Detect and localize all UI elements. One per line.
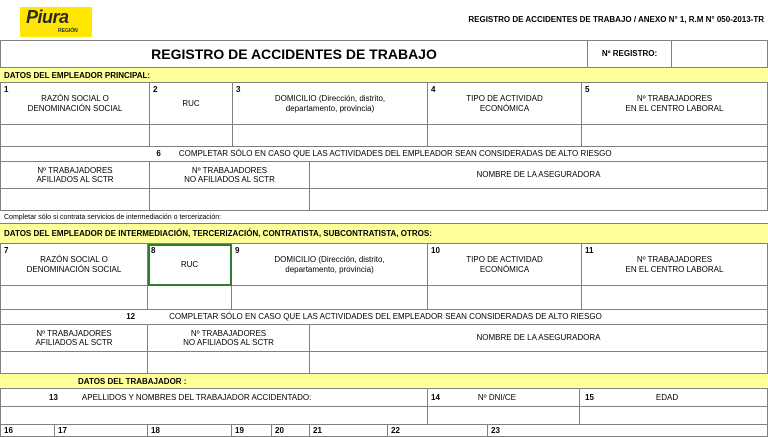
worker-band xyxy=(0,374,768,389)
registro-label-cell xyxy=(588,40,672,68)
emp-input-ruc[interactable] xyxy=(150,125,233,147)
field-label: TIPO DE ACTIVIDAD ECONÓMICA xyxy=(466,255,543,274)
field-number: 10 xyxy=(431,246,440,255)
bottom-col-23 xyxy=(488,425,768,437)
field-label: DOMICILIO (Dirección, distrito, departamento, provincia) xyxy=(274,94,386,113)
field-number: 13 xyxy=(49,392,58,402)
field-label: RUC xyxy=(182,98,200,108)
field-number: 9 xyxy=(235,246,240,255)
worker-name-input[interactable] xyxy=(0,407,428,425)
emp-input-trabajadores[interactable] xyxy=(582,125,768,147)
field-label: Nº TRABAJADORES NO AFILIADOS AL SCTR xyxy=(183,328,274,347)
int-col-actividad xyxy=(428,244,582,286)
emp-risk-no-afiliados xyxy=(150,162,310,189)
emp-input-razon[interactable] xyxy=(0,125,150,147)
field-label: APELLIDOS Y NOMBRES DEL TRABAJADOR ACCIDENTADO: xyxy=(81,392,312,402)
field-label: RUC xyxy=(180,259,199,269)
field-number: 18 xyxy=(151,426,160,435)
employer-band-text: DATOS DEL EMPLEADOR PRINCIPAL: xyxy=(4,70,151,80)
field-label: Nº TRABAJADORES AFILIADOS AL SCTR xyxy=(35,328,113,347)
field-label: Nº TRABAJADORES EN EL CENTRO LABORAL xyxy=(625,255,724,274)
int-col-domicilio xyxy=(232,244,428,286)
field-number: 19 xyxy=(235,426,244,435)
field-number: 12 xyxy=(126,312,136,322)
field-label: Nº DNI/CE xyxy=(477,392,516,402)
risk-text: COMPLETAR SÓLO EN CASO QUE LAS ACTIVIDADES DEL EMPLEADOR SEAN CONSIDERADAS DE ALTO RIESGO xyxy=(178,149,612,159)
field-number: 4 xyxy=(431,85,436,94)
bottom-col-21 xyxy=(310,425,388,437)
field-number: 17 xyxy=(58,426,67,435)
field-number: 20 xyxy=(275,426,284,435)
worker-age-header xyxy=(580,389,768,407)
field-number: 6 xyxy=(156,149,161,159)
field-number: 2 xyxy=(153,85,158,94)
int-col-trabajadores xyxy=(582,244,768,286)
emp-risk-input-afiliados[interactable] xyxy=(0,189,150,211)
field-label: RAZÓN SOCIAL O DENOMINACIÓN SOCIAL xyxy=(27,94,123,113)
field-number: 8 xyxy=(151,246,156,255)
form-title-text: REGISTRO DE ACCIDENTES DE TRABAJO xyxy=(151,45,437,62)
piura-logo xyxy=(20,7,92,37)
employer-band xyxy=(0,68,768,83)
worker-name-header xyxy=(0,389,428,407)
field-number: 22 xyxy=(391,426,400,435)
emp-input-domicilio[interactable] xyxy=(233,125,428,147)
field-number: 15 xyxy=(585,392,594,402)
bottom-col-22 xyxy=(388,425,488,437)
worker-dni-header xyxy=(428,389,580,407)
int-input-razon[interactable] xyxy=(0,286,148,310)
bottom-col-19 xyxy=(232,425,272,437)
registro-label: Nº REGISTRO: xyxy=(601,49,658,59)
field-label: Nº TRABAJADORES AFILIADOS AL SCTR xyxy=(36,165,114,184)
int-risk-input-afiliados[interactable] xyxy=(0,352,148,374)
worker-band-text: DATOS DEL TRABAJADOR : xyxy=(78,376,187,386)
field-label: Nº TRABAJADORES EN EL CENTRO LABORAL xyxy=(625,94,724,113)
intermediary-band xyxy=(0,224,768,244)
field-label: NOMBRE DE LA ASEGURADORA xyxy=(476,333,601,343)
int-col-razon xyxy=(0,244,148,286)
field-number: 21 xyxy=(313,426,322,435)
int-risk-aseguradora xyxy=(310,325,768,352)
field-number: 5 xyxy=(585,85,590,94)
emp-col-actividad xyxy=(428,83,582,125)
worker-dni-input[interactable] xyxy=(428,407,580,425)
field-label: EDAD xyxy=(655,392,679,402)
int-input-actividad[interactable] xyxy=(428,286,582,310)
field-label: RAZÓN SOCIAL O DENOMINACIÓN SOCIAL xyxy=(26,255,122,274)
field-label: DOMICILIO (Dirección, distrito, departamento, provincia) xyxy=(274,255,385,274)
emp-col-ruc xyxy=(150,83,233,125)
emp-col-domicilio xyxy=(233,83,428,125)
bottom-col-17 xyxy=(55,425,148,437)
risk-text: COMPLETAR SÓLO EN CASO QUE LAS ACTIVIDADES DEL EMPLEADOR SEAN CONSIDERADAS DE ALTO RIESGO xyxy=(169,312,602,322)
int-risk-input-no-afiliados[interactable] xyxy=(148,352,310,374)
contract-note-text: Completar sólo si contrata servicios de intermediación o tercerización: xyxy=(4,213,222,221)
intermediary-band-text: DATOS DEL EMPLEADOR DE INTERMEDIACIÓN, TERCERIZACIÓN, CONTRATISTA, SUBCONTRATISTA, OTROS: xyxy=(4,229,432,238)
emp-col-trabajadores xyxy=(582,83,768,125)
registro-input[interactable] xyxy=(672,40,768,68)
field-label: Nº TRABAJADORES NO AFILIADOS AL SCTR xyxy=(184,165,275,184)
int-risk-no-afiliados xyxy=(148,325,310,352)
emp-risk-afiliados xyxy=(0,162,150,189)
annex-title: REGISTRO DE ACCIDENTES DE TRABAJO / ANEXO N° 1, R.M N° 050-2013-TR xyxy=(468,15,764,24)
field-label: NOMBRE DE LA ASEGURADORA xyxy=(476,170,601,180)
worker-age-input[interactable] xyxy=(580,407,768,425)
int-input-domicilio[interactable] xyxy=(232,286,428,310)
field-number: 7 xyxy=(4,246,9,255)
field-number: 16 xyxy=(4,426,13,435)
field-number: 1 xyxy=(4,85,9,94)
field-number: 11 xyxy=(585,246,594,255)
int-col-ruc xyxy=(148,244,232,286)
int-input-ruc[interactable] xyxy=(148,286,232,310)
form-title xyxy=(0,40,588,68)
emp-risk-aseguradora xyxy=(310,162,768,189)
bottom-col-20 xyxy=(272,425,310,437)
emp-input-actividad[interactable] xyxy=(428,125,582,147)
field-number: 3 xyxy=(236,85,241,94)
bottom-col-18 xyxy=(148,425,232,437)
emp-col-razon xyxy=(0,83,150,125)
logo-text: Piura xyxy=(26,7,69,27)
emp-risk-row xyxy=(0,147,768,162)
emp-risk-input-no-afiliados[interactable] xyxy=(150,189,310,211)
field-label: TIPO DE ACTIVIDAD ECONÓMICA xyxy=(466,94,543,113)
int-input-trabajadores[interactable] xyxy=(582,286,768,310)
int-risk-afiliados xyxy=(0,325,148,352)
field-number: 23 xyxy=(491,426,500,435)
int-risk-row xyxy=(0,310,768,325)
int-risk-input-aseguradora[interactable] xyxy=(310,352,768,374)
bottom-col-16 xyxy=(0,425,55,437)
logo-subtext: REGIÓN xyxy=(58,28,78,34)
field-number: 14 xyxy=(431,392,440,402)
contract-note xyxy=(0,211,768,224)
emp-risk-input-aseguradora[interactable] xyxy=(310,189,768,211)
